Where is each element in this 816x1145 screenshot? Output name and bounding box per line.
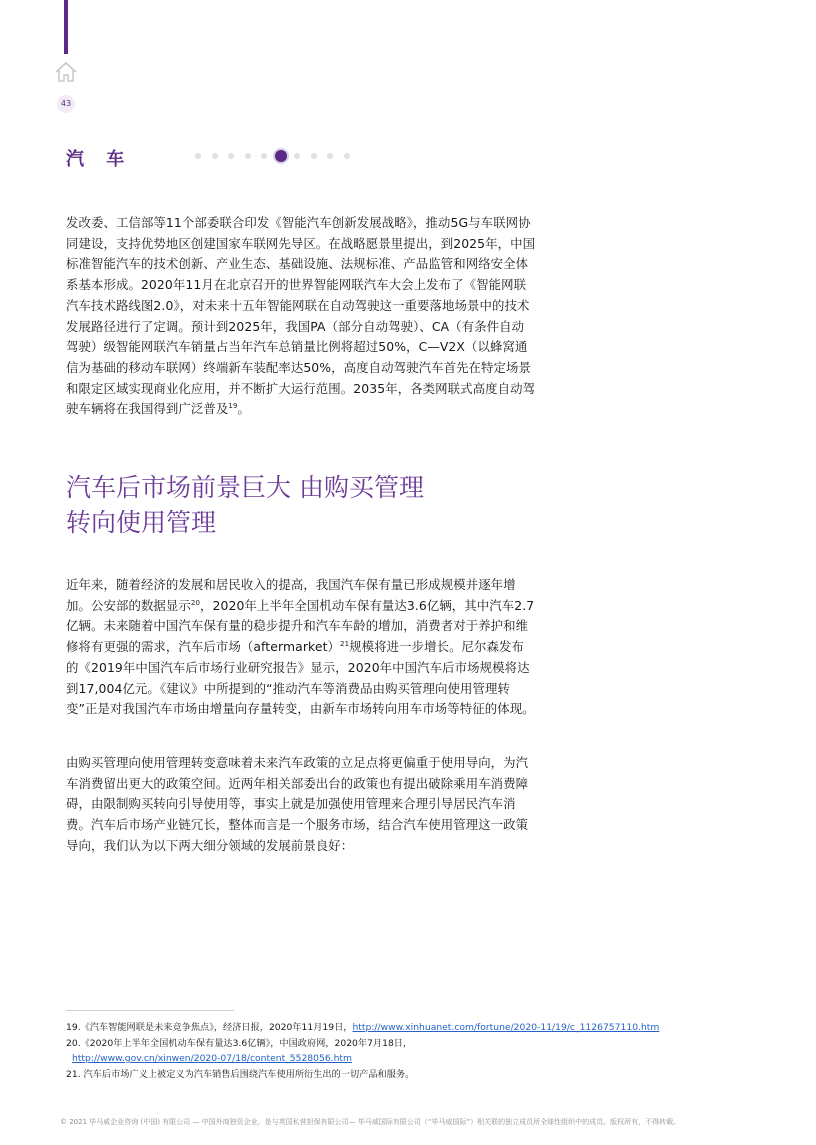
footnote-ref-20[interactable]: 20 xyxy=(190,598,201,607)
copyright-notice: © 2021 毕马威企业咨询 (中国) 有限公司 — 中国外商独资企业，是与英国私营担保有限公司— 毕马威国际有限公司（“毕马威国际”）相关联的独立成员所全球性组织中的成员。版权所有，不得转载。 xyxy=(60,1118,681,1126)
chapter-dot[interactable] xyxy=(228,153,234,159)
footnote-20-link[interactable]: http://www.gov.cn/xinwen/2020-07/18/content_5528056.htm xyxy=(72,1053,352,1064)
footnote-20-text: 20.《2020年上半年全国机动车保有量达3.6亿辆》，中国政府网，2020年7月18日， xyxy=(66,1038,413,1049)
headline-line-2: 转向使用管理 xyxy=(66,508,217,537)
body-paragraph-3: 由购买管理向使用管理转变意味着未来汽车政策的立足点将更偏重于使用导向，为汽车消费留出更大的政策空间。近两年相关部委出台的政策也有提出破除乘用车消费障碍，由限制购买转向引导使用等，事实上就是加强使用管理来合理引导居民汽车消费。汽车后市场产业链冗长，整体而言是一个服务市场，结合汽车使用管理这一政策导向，我们认为以下两大细分领域的发展前景良好： xyxy=(66,755,529,853)
chapter-dot[interactable] xyxy=(311,153,317,159)
footnote-21: 21. 汽车后市场广义上被定义为汽车销售后围绕汽车使用所衍生出的一切产品和服务。 xyxy=(66,1069,415,1080)
paragraph-1-text: 发改委、工信部等11个部委联合印发《智能汽车创新发展战略》，推动5G与车联网协同建设，支持优势地区创建国家车联网先导区。在战略愿景里提出，到2025年，中国标准智能汽车的技术创新、产业生态、基础设施、法规标准、产品监管和网络安全体系基本形成。2020年11月在北京召开的世界智能网联汽车大会上发布了《智能网联汽车技术路线图2.0》，对未来十五年智能网联在自动驾驶这一重要落地场景中的技术发展路径进行了定调。预计到2025年，我国PA（部分自动驾驶）、CA（有条件自动驾驶）级智能网联汽车销量占当年汽车总销量比例将超过50%，C—V2X（以蜂窝通信为基础的移动车联网）终端新车装配率达50%，高度自动驾驶汽车首先在特定场景和限定区域实现商业化应用，并不断扩大运行范围。2035年，各类网联式高度自动驾驶车辆将在我国得到广泛普及 xyxy=(66,215,536,417)
footnote-19-link[interactable]: http://www.xinhuanet.com/fortune/2020-11/19/c_1126757110.htm xyxy=(352,1022,660,1033)
footnote-19-text: 19.《汽车智能网联是未来竞争焦点》，经济日报，2020年11月19日， xyxy=(66,1022,353,1033)
chapter-dot[interactable] xyxy=(344,153,350,159)
section-headline xyxy=(66,470,546,540)
paragraph-2-text-c: 规模将进一步增长。尼尔森发布的《2019年中国汽车后市场行业研究报告》显示，2020年中国汽车后市场规模将达到17,004亿元。《建议》中所提到的“推动汽车等消费品由购买管理向使用管理转变”正是对我国汽车市场由增量向存量转变，由新车市场转向用车市场等特征的体现。 xyxy=(66,639,535,717)
page-number: 43 xyxy=(57,95,75,113)
chapter-dot-active[interactable] xyxy=(275,150,287,162)
chapter-dot[interactable] xyxy=(261,153,267,159)
paragraph-1-end: 。 xyxy=(237,401,250,417)
chapter-dot[interactable] xyxy=(195,153,201,159)
accent-bar xyxy=(64,0,68,54)
footnote-19 xyxy=(66,1021,659,1034)
footnote-20-link-line xyxy=(72,1052,352,1065)
footnote-20 xyxy=(66,1037,412,1050)
chapter-dot[interactable] xyxy=(294,153,300,159)
body-paragraph-2 xyxy=(66,575,536,720)
chapter-dot[interactable] xyxy=(212,153,218,159)
chapter-dot[interactable] xyxy=(245,153,251,159)
body-paragraph-1 xyxy=(66,213,536,420)
home-icon[interactable] xyxy=(53,59,79,85)
chapter-dot[interactable] xyxy=(327,153,333,159)
paragraph-2-text-a: 近年来，随着经济的发展和居民收入的提高，我国汽车保有量已形成规模并逐年增加。公安部的数据显示 xyxy=(66,577,516,613)
headline-line-1: 汽车后市场前景巨大 由购买管理 xyxy=(66,473,424,502)
footnote-ref-19[interactable]: 19 xyxy=(228,402,238,411)
footnote-ref-21[interactable]: 21 xyxy=(340,639,350,648)
paragraph-2-text-b: ，2020年上半年全国机动车保有量达3.6亿辆，其中汽车2.7亿辆。未来随着中国汽车保有量的稳步提升和汽车车龄的增加，消费者对于养护和维修将有更强的需求，汽车后市场（aftermarket） xyxy=(66,597,535,655)
footnote-divider xyxy=(66,1010,234,1011)
section-title: 汽 车 xyxy=(66,149,133,170)
